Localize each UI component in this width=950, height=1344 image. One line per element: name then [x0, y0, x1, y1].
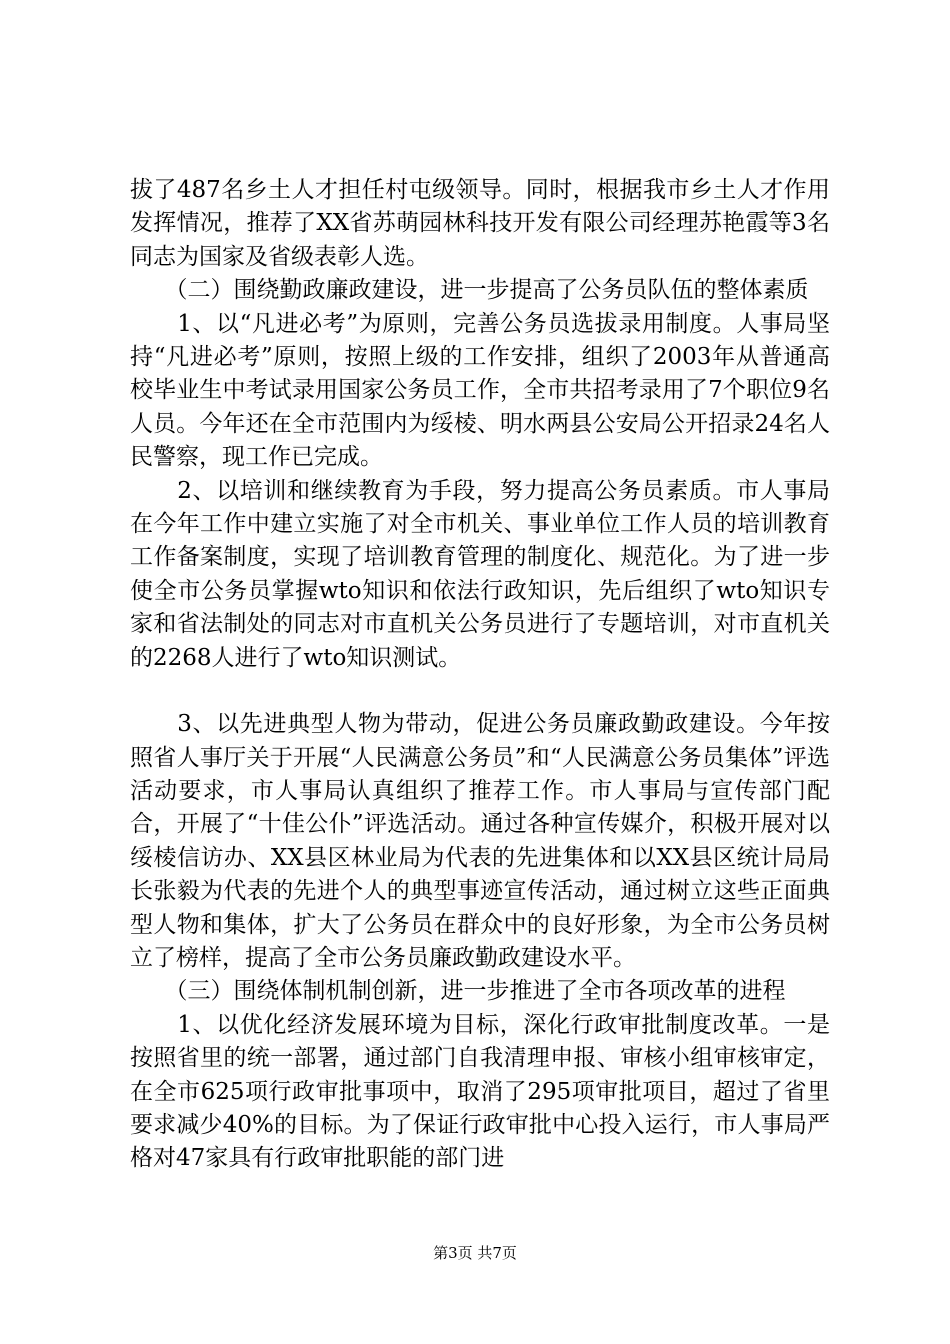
section-heading-3: （三）围绕体制机制创新，进一步推进了全市各项改革的进程: [130, 978, 786, 1005]
paragraph-approval-reform: 1、以优化经济发展环境为目标，深化行政审批制度改革。一是按照省里的统一部署，通过部门自我清理申报、审核小组审核审定，在全市625项行政审批事项中，取消了295项审批项目，超过了省里要求减少40%的目标。为了保证行政审批中心投入运行，市人事局严格对47家具有行政审批职能的部门进: [130, 1011, 830, 1172]
section-heading-2: （二）围绕勤政廉政建设，进一步提高了公务员队伍的整体素质: [130, 277, 809, 304]
paragraph-recruitment: 1、以“凡进必考”为原则，完善公务员选拔录用制度。人事局坚持“凡进必考”原则，按照上级的工作安排，组织了2003年从普通高校毕业生中考试录用国家公务员工作，全市共招考录用了7个职位9名人员。今年还在全市范围内为绥棱、明水两县公安局公开招录24名人民警察，现工作已完成。: [130, 310, 830, 471]
paragraph-training: 2、以培训和继续教育为手段，努力提高公务员素质。市人事局在今年工作中建立实施了对全市机关、事业单位工作人员的培训教育工作备案制度，实现了培训教育管理的制度化、规范化。为了进一步使全市公务员掌握wto知识和依法行政知识，先后组织了wto知识专家和省法制处的同志对市直机关公务员进行了专题培训，对市直机关的2268人进行了wto知识测试。: [130, 477, 830, 671]
paragraph-intro: 拔了487名乡土人才担任村屯级领导。同时，根据我市乡土人才作用发挥情况，推荐了XX省苏萌园林科技开发有限公司经理苏艳霞等3名同志为国家及省级表彰人选。: [130, 177, 830, 270]
page-footer: 第3页 共7页: [433, 1244, 517, 1262]
body-text: [130, 174, 830, 1176]
paragraph-role-models: 3、以先进典型人物为带动，促进公务员廉政勤政建设。今年按照省人事厅关于开展“人民满意公务员”和“人民满意公务员集体”评选活动要求，市人事局认真组织了推荐工作。市人事局与宣传部门配合，开展了“十佳公仆”评选活动。通过各种宣传媒介，积极开展对以绥棱信访办、XX县区林业局为代表的先进集体和以XX县区统计局局长张毅为代表的先进个人的典型事迹宣传活动，通过树立这些正面典型人物和集体，扩大了公务员在群众中的良好形象，为全市公务员树立了榜样，提高了全市公务员廉政勤政建设水平。: [130, 711, 830, 971]
